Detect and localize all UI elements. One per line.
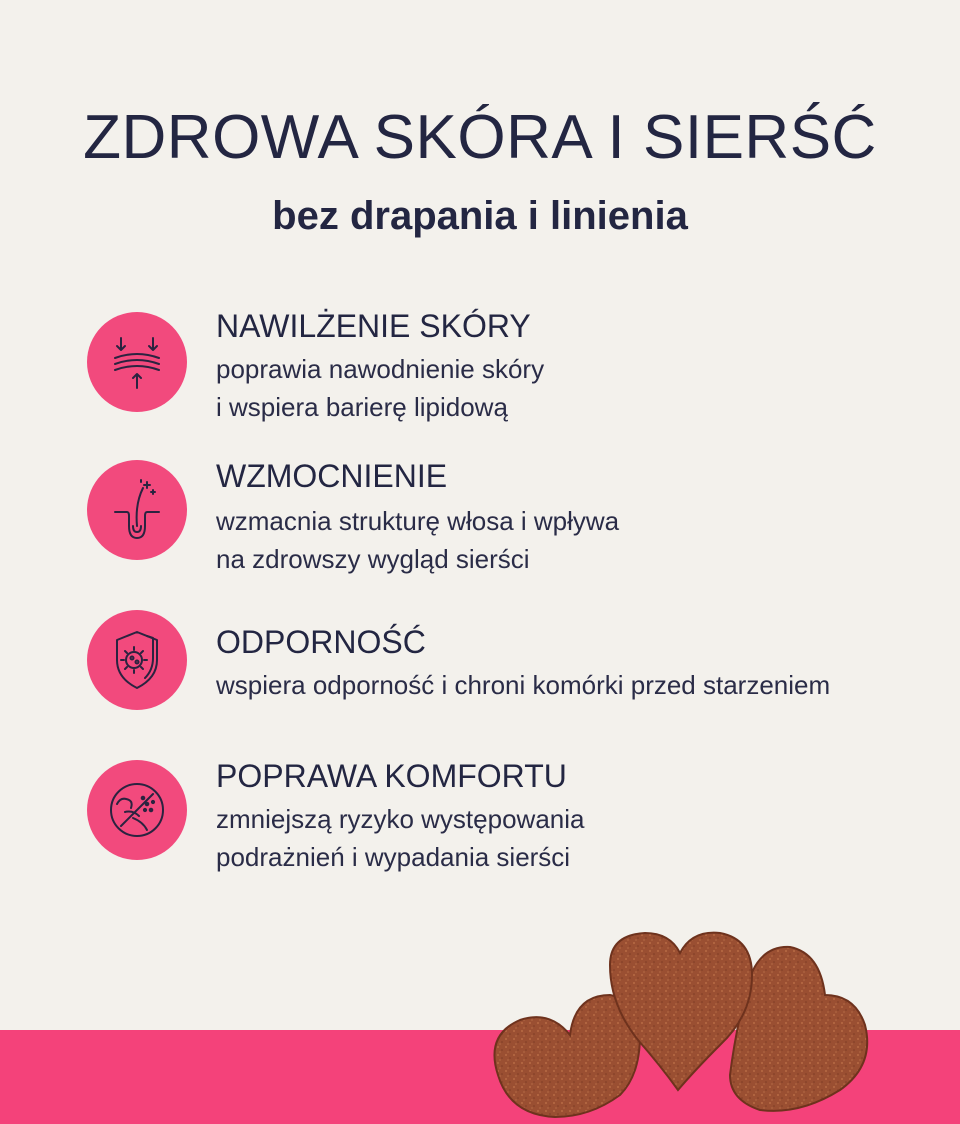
feature-description-line: poprawia nawodnienie skóry (216, 354, 545, 384)
skin-moisture-icon (87, 312, 187, 412)
feature-description-line: podrażnień i wypadania sierści (216, 842, 571, 872)
feature-badge (87, 760, 187, 860)
hair-follicle-icon (87, 460, 187, 560)
feature-description-line: na zdrowszy wygląd sierści (216, 544, 530, 574)
heart-treat-left (494, 995, 640, 1117)
feature-description-line: wzmacnia strukturę włosa i wpływa (216, 506, 620, 536)
feature-badge (87, 460, 187, 560)
feature-badge (87, 312, 187, 412)
heart-treats-image (480, 925, 880, 1124)
page-subtitle: bez drapania i linienia (272, 194, 688, 238)
feature-heading: NAWILŻENIE SKÓRY (216, 308, 531, 344)
feature-badge (87, 610, 187, 710)
irritation-comfort-icon (87, 760, 187, 860)
feature-heading: POPRAWA KOMFORTU (216, 758, 567, 794)
page-title: ZDROWA SKÓRA I SIERŚĆ (83, 103, 877, 172)
feature-heading: WZMOCNIENIE (216, 458, 448, 494)
shield-virus-icon (87, 610, 187, 710)
feature-heading: ODPORNOŚĆ (216, 624, 426, 660)
feature-description-line: zmniejszą ryzyko występowania (216, 804, 585, 834)
feature-description-line: wspiera odporność i chroni komórki przed starzeniem (216, 670, 831, 700)
feature-description-line: i wspiera barierę lipidową (216, 392, 508, 422)
